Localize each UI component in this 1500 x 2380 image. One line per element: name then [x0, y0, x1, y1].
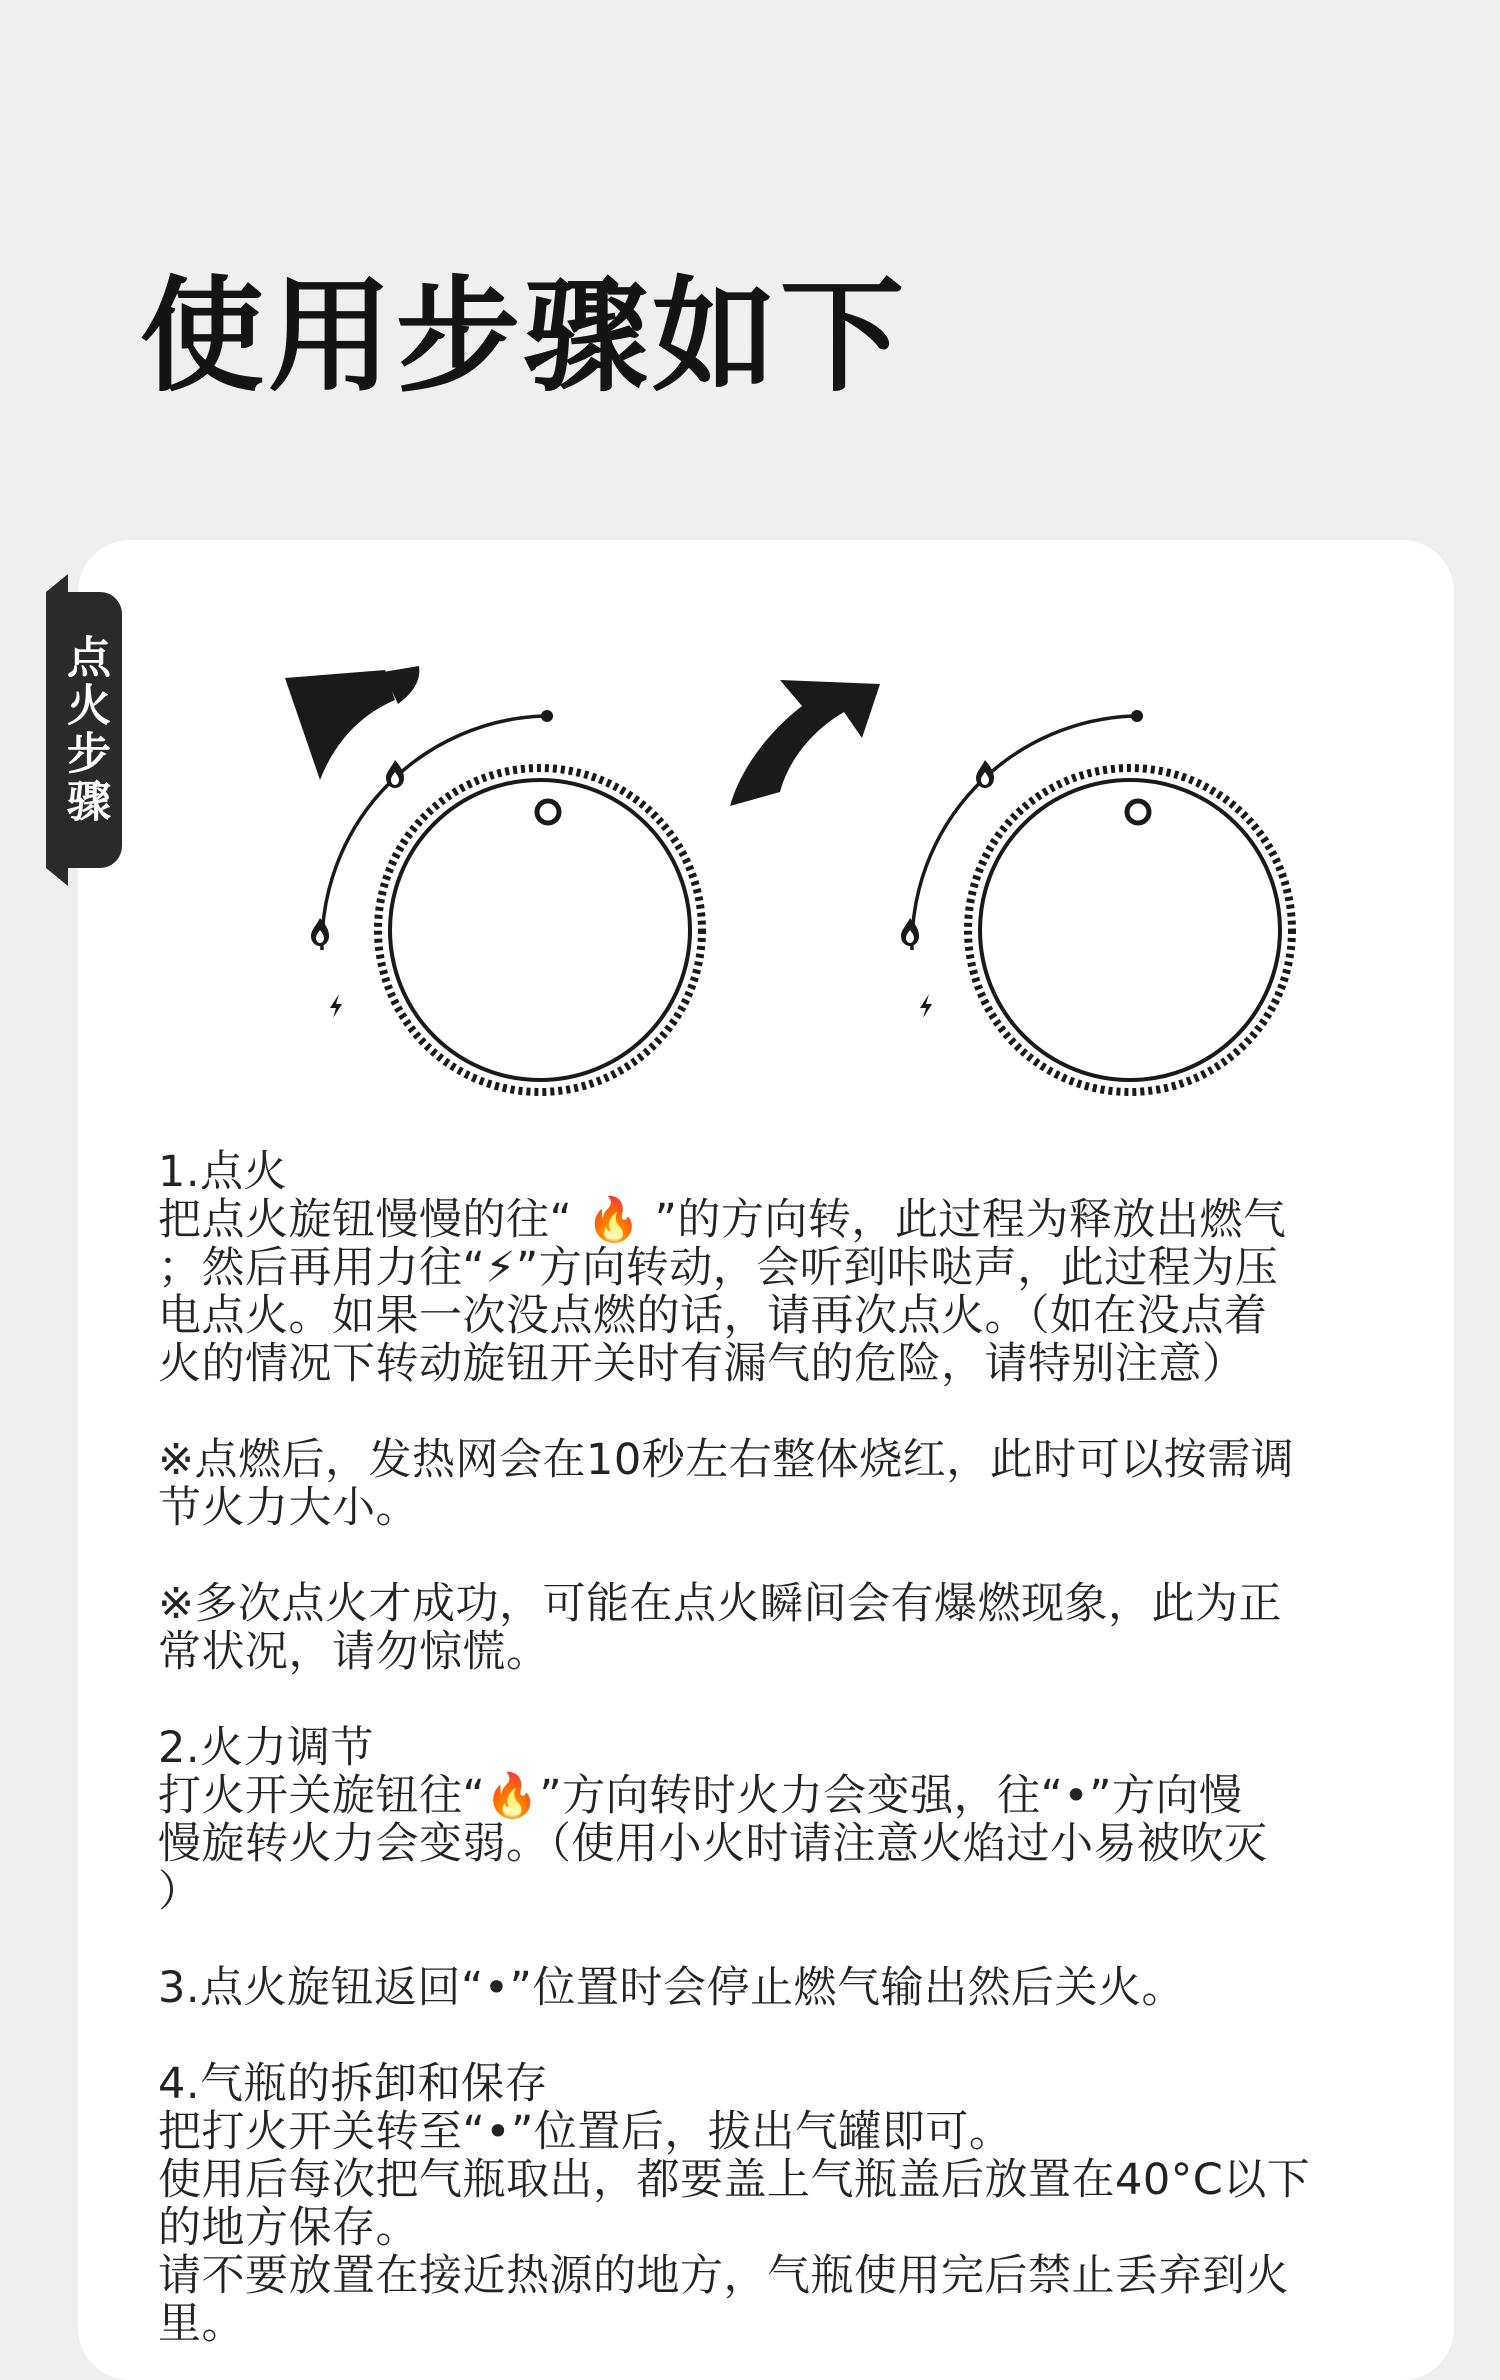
ignition-heading: 1.点火 — [158, 1147, 288, 1197]
adjust-line: 打火开关旋钮往“🔥”方向转时火力会变强，往“•”方向慢 — [158, 1771, 1243, 1821]
side-tab — [46, 592, 122, 868]
dial-right — [730, 680, 1292, 1092]
adjust-line: 慢旋转火力会变弱。（使用小火时请注意火焰过小易被吹灭 — [158, 1819, 1268, 1869]
clockwise-arrow-icon — [730, 680, 880, 806]
ignition-note-line: ※点燃后，发热网会在10秒左右整体烧红，此时可以按需调 — [158, 1435, 1295, 1485]
ignition-note-line: ※多次点火才成功，可能在点火瞬间会有爆燃现象，此为正 — [158, 1579, 1283, 1629]
ignition-line: ；然后再用力往“⚡”方向转动，会听到咔哒声，此过程为压 — [158, 1243, 1279, 1293]
ignition-note-line: 常状况，请勿惊慌。 — [158, 1627, 550, 1677]
ignition-note-line: 节火力大小。 — [158, 1483, 419, 1533]
flame-small-icon — [386, 760, 404, 788]
storage-line: 使用后每次把气瓶取出，都要盖上气瓶盖后放置在40°C以下 — [158, 2155, 1311, 2205]
ignition-line: 电点火。如果一次没点燃的话，请再次点火。（如在没点着 — [158, 1291, 1268, 1341]
ignition-line: 把点火旋钮慢慢的往“ 🔥 ”的方向转，此过程为释放出燃气 — [158, 1195, 1287, 1245]
instruction-text — [158, 1147, 1376, 2349]
adjust-line: ） — [158, 1867, 202, 1917]
off-dot-icon — [1131, 710, 1143, 722]
storage-line: 请不要放置在接近热源的地方，气瓶使用完后禁止丢弃到火 — [158, 2251, 1289, 2301]
return-line: 3.点火旋钮返回“•”位置时会停止燃气输出然后关火。 — [158, 1963, 1185, 2013]
spark-icon — [920, 994, 932, 1018]
off-dot-icon — [541, 710, 553, 722]
flame-large-icon — [311, 918, 329, 946]
counterclockwise-arrow-icon — [285, 670, 395, 780]
dial-left — [285, 666, 702, 1092]
flame-small-icon — [976, 760, 994, 788]
adjust-heading: 2.火力调节 — [158, 1723, 375, 1773]
storage-heading: 4.气瓶的拆卸和保存 — [158, 2059, 549, 2109]
flame-large-icon — [901, 918, 919, 946]
page-title: 使用步骤如下 — [140, 265, 909, 409]
dial-diagram — [240, 620, 1340, 1090]
storage-line: 把打火开关转至“•”位置后，拔出气罐即可。 — [158, 2107, 1013, 2157]
storage-line: 里。 — [158, 2299, 245, 2349]
storage-line: 的地方保存。 — [158, 2203, 419, 2253]
ignition-line: 火的情况下转动旋钮开关时有漏气的危险，请特别注意） — [158, 1339, 1246, 1389]
spark-icon — [330, 994, 342, 1018]
side-tab-label: 点火步骤 — [59, 634, 110, 826]
